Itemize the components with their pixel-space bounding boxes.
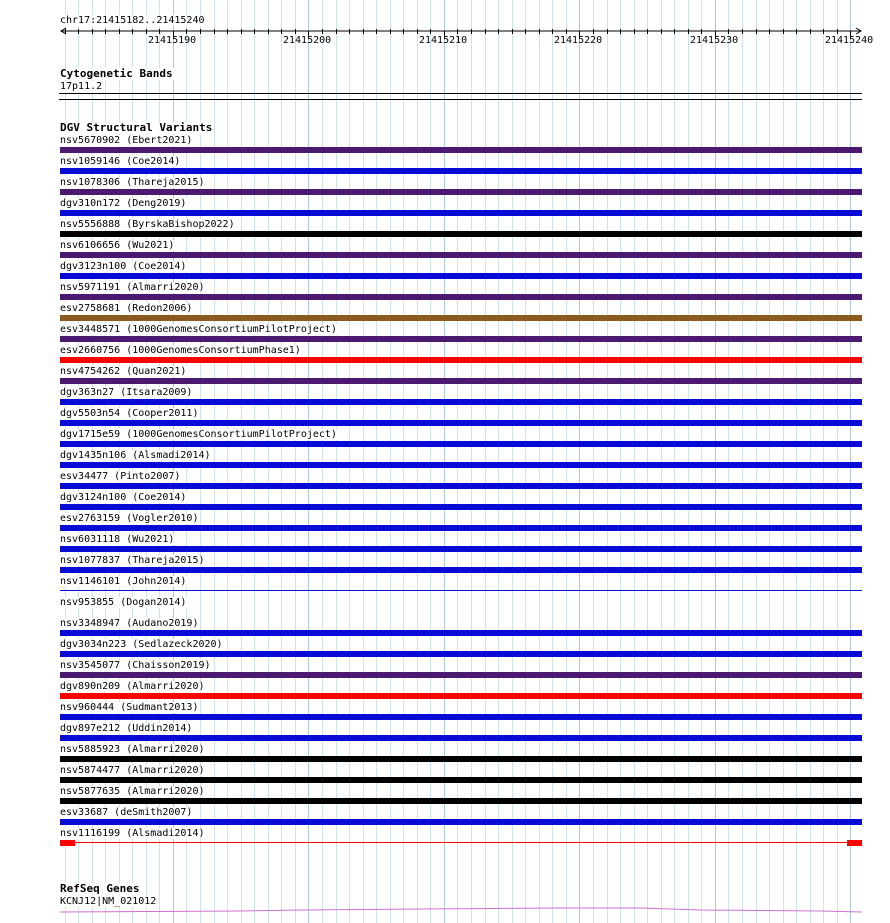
dgv-feature-bar[interactable]: [60, 504, 862, 510]
dgv-feature-label[interactable]: dgv363n27 (Itsara2009): [60, 387, 193, 398]
dgv-feature-bar[interactable]: [60, 483, 862, 489]
dgv-feature-bar[interactable]: [60, 420, 862, 426]
dgv-feature-label[interactable]: esv3448571 (1000GenomesConsortiumPilotProject): [60, 324, 337, 335]
dgv-feature-label[interactable]: nsv5874477 (Almarri2020): [60, 765, 205, 776]
ruler-tick-label: 21415200: [283, 35, 332, 46]
dgv-feature-bar[interactable]: [60, 672, 862, 678]
dgv-feature-bar[interactable]: [60, 336, 862, 342]
dgv-feature-bar[interactable]: [60, 840, 75, 846]
dgv-feature-bar[interactable]: [60, 798, 862, 804]
dgv-feature-bar[interactable]: [60, 273, 862, 279]
dgv-feature-label[interactable]: dgv5503n54 (Cooper2011): [60, 408, 199, 419]
dgv-feature-bar[interactable]: [60, 714, 862, 720]
dgv-feature-label[interactable]: nsv4754262 (Quan2021): [60, 366, 187, 377]
dgv-feature-label[interactable]: dgv1435n106 (Alsmadi2014): [60, 450, 211, 461]
dgv-feature-label[interactable]: nsv6031118 (Wu2021): [60, 534, 175, 545]
dgv-feature-label[interactable]: dgv3124n100 (Coe2014): [60, 492, 187, 503]
dgv-feature-label[interactable]: nsv1078306 (Thareja2015): [60, 177, 205, 188]
dgv-feature-bar[interactable]: [60, 567, 862, 573]
dgv-feature-bar[interactable]: [60, 756, 862, 762]
ruler-tick-label: 21415220: [554, 35, 603, 46]
cytoband-top-border: [59, 93, 862, 94]
dgv-feature-bar[interactable]: [60, 357, 862, 363]
dgv-feature-label[interactable]: nsv960444 (Sudmant2013): [60, 702, 199, 713]
dgv-feature-bar[interactable]: [60, 189, 862, 195]
dgv-feature-bar[interactable]: [60, 735, 862, 741]
dgv-feature-intron-line[interactable]: [60, 842, 862, 843]
dgv-feature-label[interactable]: nsv5556888 (ByrskaBishop2022): [60, 219, 235, 230]
dgv-feature-label[interactable]: dgv310n172 (Deng2019): [60, 198, 187, 209]
dgv-feature-label[interactable]: dgv3123n100 (Coe2014): [60, 261, 187, 272]
dgv-feature-label[interactable]: nsv953855 (Dogan2014): [60, 597, 187, 608]
cytoband-bottom-border: [59, 99, 862, 100]
ruler-tick-label: 21415240: [825, 35, 874, 46]
dgv-track-title[interactable]: DGV Structural Variants: [60, 121, 213, 134]
dgv-feature-bar[interactable]: [60, 525, 862, 531]
dgv-feature-label[interactable]: nsv6106656 (Wu2021): [60, 240, 175, 251]
refseq-gene-label[interactable]: KCNJ12|NM_021012: [60, 896, 157, 907]
dgv-feature-bar[interactable]: [60, 399, 862, 405]
dgv-feature-bar[interactable]: [60, 819, 862, 825]
dgv-feature-bar[interactable]: [60, 315, 862, 321]
dgv-feature-label[interactable]: nsv1077837 (Thareja2015): [60, 555, 205, 566]
dgv-feature-bar[interactable]: [60, 651, 862, 657]
dgv-feature-label[interactable]: nsv1146101 (John2014): [60, 576, 187, 587]
dgv-feature-label[interactable]: nsv1116199 (Alsmadi2014): [60, 828, 205, 839]
dgv-feature-label[interactable]: nsv3545077 (Chaisson2019): [60, 660, 211, 671]
dgv-feature-label[interactable]: nsv5971191 (Almarri2020): [60, 282, 205, 293]
dgv-feature-label[interactable]: esv2763159 (Vogler2010): [60, 513, 199, 524]
refseq-gene-line: [60, 908, 862, 912]
dgv-feature-label[interactable]: dgv897e212 (Uddin2014): [60, 723, 193, 734]
dgv-feature-label[interactable]: esv2758681 (Redon2006): [60, 303, 193, 314]
ruler-tick-label: 21415230: [690, 35, 739, 46]
refseq-gene-model[interactable]: [0, 900, 890, 923]
dgv-feature-label[interactable]: dgv1715e59 (1000GenomesConsortiumPilotProject): [60, 429, 337, 440]
refseq-track-title[interactable]: RefSeq Genes: [60, 882, 140, 895]
dgv-feature-label[interactable]: esv34477 (Pinto2007): [60, 471, 181, 482]
dgv-feature-bar[interactable]: [60, 546, 862, 552]
cytoband-label[interactable]: 17p11.2: [60, 81, 103, 92]
dgv-feature-bar[interactable]: [60, 590, 862, 591]
dgv-feature-label[interactable]: nsv3348947 (Audano2019): [60, 618, 199, 629]
dgv-feature-label[interactable]: esv2660756 (1000GenomesConsortiumPhase1): [60, 345, 301, 356]
dgv-feature-bar[interactable]: [60, 378, 862, 384]
dgv-feature-bar[interactable]: [60, 252, 862, 258]
dgv-feature-bar[interactable]: [60, 693, 862, 699]
dgv-feature-label[interactable]: nsv5877635 (Almarri2020): [60, 786, 205, 797]
ruler-location-label: chr17:21415182..21415240: [60, 15, 205, 26]
dgv-feature-bar[interactable]: [60, 462, 862, 468]
dgv-feature-label[interactable]: dgv3034n223 (Sedlazeck2020): [60, 639, 223, 650]
dgv-feature-label[interactable]: esv33687 (deSmith2007): [60, 807, 193, 818]
dgv-feature-bar[interactable]: [60, 441, 862, 447]
ruler: [0, 0, 890, 60]
dgv-feature-bar[interactable]: [60, 210, 862, 216]
ruler-tick-label: 21415210: [419, 35, 468, 46]
dgv-feature-bar[interactable]: [60, 630, 862, 636]
dgv-feature-bar[interactable]: [60, 777, 862, 783]
dgv-feature-label[interactable]: dgv890n209 (Almarri2020): [60, 681, 205, 692]
dgv-feature-bar[interactable]: [60, 168, 862, 174]
dgv-feature-bar[interactable]: [60, 294, 862, 300]
dgv-feature-bar[interactable]: [60, 147, 862, 153]
dgv-feature-label[interactable]: nsv5885923 (Almarri2020): [60, 744, 205, 755]
dgv-feature-label[interactable]: nsv5670902 (Ebert2021): [60, 135, 193, 146]
dgv-feature-bar[interactable]: [847, 840, 862, 846]
cytoband-track-title[interactable]: Cytogenetic Bands: [60, 67, 173, 80]
dgv-feature-bar[interactable]: [60, 231, 862, 237]
dgv-feature-label[interactable]: nsv1059146 (Coe2014): [60, 156, 181, 167]
ruler-tick-label: 21415190: [148, 35, 197, 46]
